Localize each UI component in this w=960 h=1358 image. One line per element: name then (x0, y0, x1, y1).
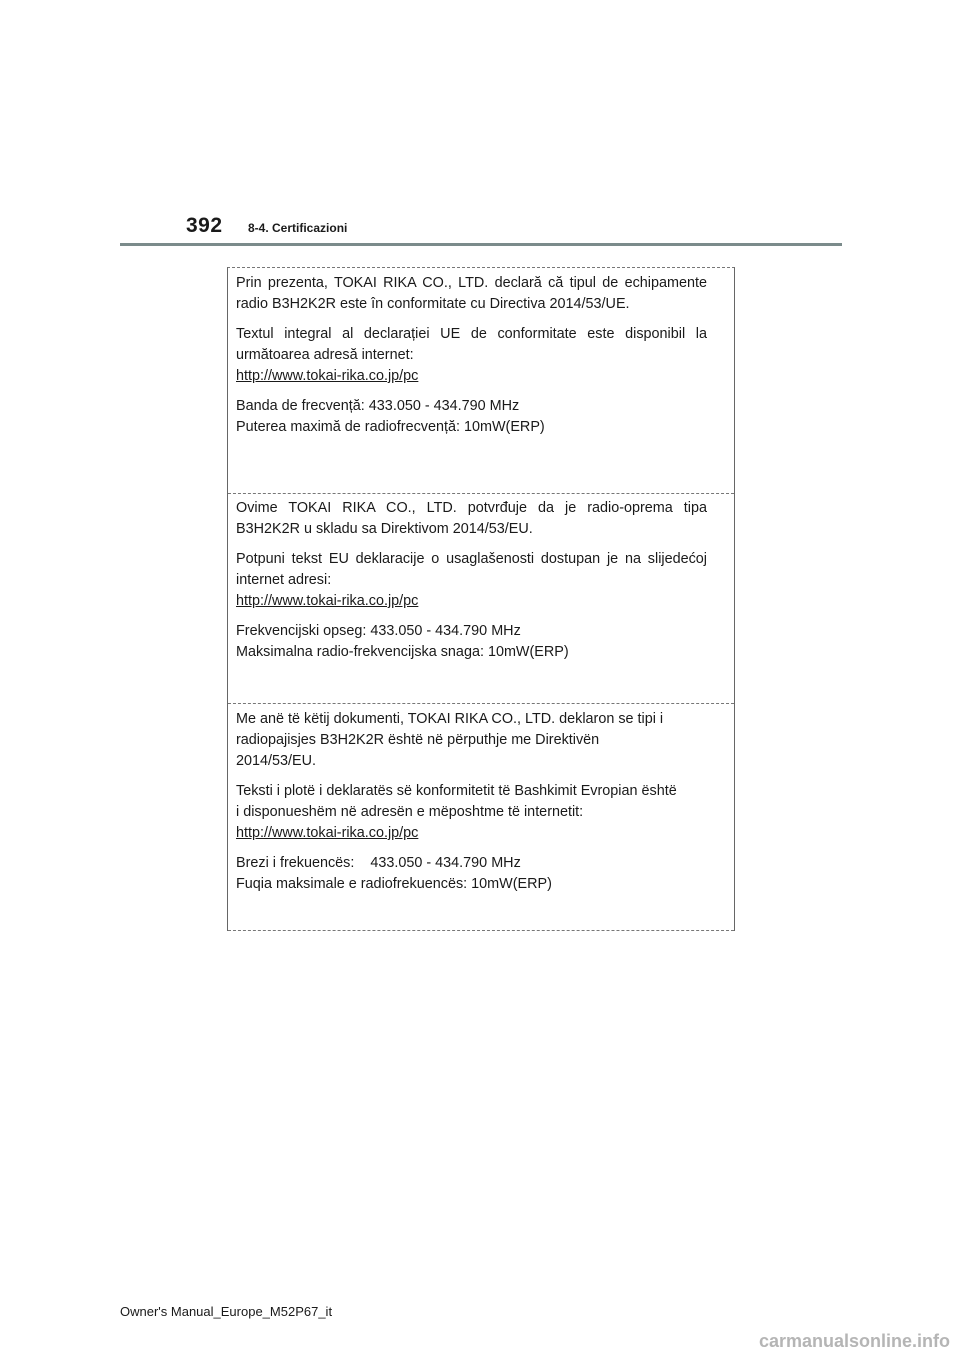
max-power: Maksimalna radio-frekvencijska snaga: 10mW(ERP) (236, 644, 569, 660)
declaration-link[interactable]: http://www.tokai-rika.co.jp/pc (236, 825, 419, 841)
availability-line: Teksti i plotë i deklaratës së konformitetit të Bashkimit Evropian është (236, 783, 677, 799)
declaration-paragraph: Prin prezenta, TOKAI RIKA CO., LTD. declară că tipul de echipamente radio B3H2K2R este în conformitate cu Directiva 2014/53/UE. (236, 275, 707, 312)
frequency-paragraph (236, 853, 707, 895)
declaration-line: Me anë të këtij dokumenti, TOKAI RIKA CO., LTD. deklaron se tipi i (236, 711, 664, 727)
certification-cell-albanian (228, 704, 734, 931)
availability-text: Textul integral al declarației UE de conformitate este disponibil la următoarea adresă internet: (236, 326, 707, 363)
frequency-band: Brezi i frekuencës: 433.050 - 434.790 MHz (236, 855, 521, 871)
declaration-line: 2014/53/EU. (236, 753, 317, 769)
availability-line: i disponueshëm në adresën e mëposhtme të internetit: (236, 804, 584, 820)
frequency-band: Frekvencijski opseg: 433.050 - 434.790 MHz (236, 623, 521, 639)
certification-cell-romanian (228, 268, 734, 494)
max-power: Puterea maximă de radiofrecvență: 10mW(ERP) (236, 419, 545, 435)
manual-footer: Owner's Manual_Europe_M52P67_it (120, 1304, 333, 1319)
declaration-paragraph: Ovime TOKAI RIKA CO., LTD. potvrđuje da je radio-oprema tipa B3H2K2R u skladu sa Direktivom 2014/53/EU. (236, 500, 707, 537)
header-divider (120, 243, 842, 246)
declaration-link[interactable]: http://www.tokai-rika.co.jp/pc (236, 593, 419, 609)
declaration-line: radiopajisjes B3H2K2R është në përputhje me Direktivën (236, 732, 600, 748)
availability-text: Potpuni tekst EU deklaracije o usaglašenosti dostupan je na slijedećoj internet adresi: (236, 551, 707, 588)
frequency-paragraph (236, 396, 707, 438)
certification-table (227, 267, 735, 931)
availability-paragraph (236, 324, 707, 387)
certification-cell-bosnian (228, 494, 734, 704)
site-watermark: carmanualsonline.info (758, 1331, 950, 1351)
declaration-link[interactable]: http://www.tokai-rika.co.jp/pc (236, 368, 419, 384)
max-power: Fuqia maksimale e radiofrekuencës: 10mW(ERP) (236, 876, 552, 892)
frequency-band: Banda de frecvență: 433.050 - 434.790 MHz (236, 398, 520, 414)
availability-paragraph (236, 781, 707, 844)
section-title: 8-4. Certificazioni (248, 221, 348, 235)
declaration-paragraph (236, 709, 707, 772)
page-number: 392 (186, 214, 223, 237)
availability-paragraph (236, 549, 707, 612)
frequency-paragraph (236, 621, 707, 663)
